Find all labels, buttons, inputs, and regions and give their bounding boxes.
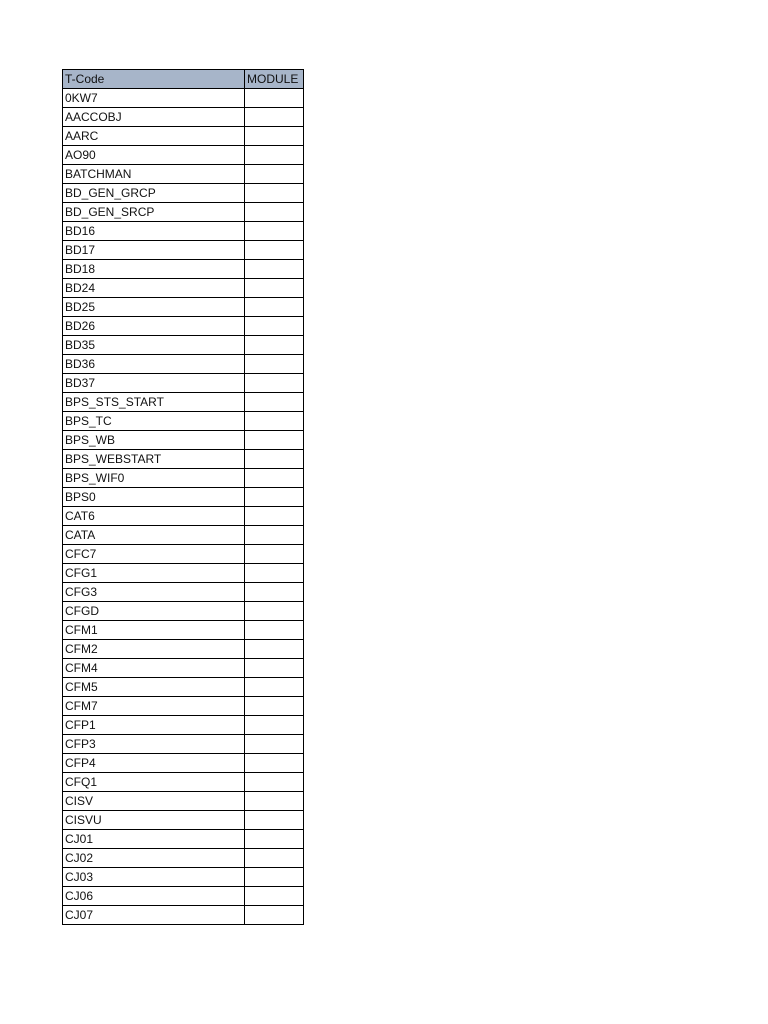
module-cell[interactable] [245,317,304,336]
table-row [63,317,304,336]
module-cell[interactable] [245,545,304,564]
tcode-sheet [62,69,304,925]
table-row [63,412,304,431]
module-cell[interactable] [245,89,304,108]
table-row [63,716,304,735]
tcode-cell[interactable]: CFQ1 [63,773,245,792]
tcode-cell[interactable]: CFM7 [63,697,245,716]
module-cell[interactable] [245,678,304,697]
module-cell[interactable] [245,811,304,830]
table-row [63,393,304,412]
module-cell[interactable] [245,184,304,203]
tcode-cell[interactable]: BPS_TC [63,412,245,431]
table-row [63,697,304,716]
module-cell[interactable] [245,583,304,602]
module-cell[interactable] [245,127,304,146]
table-row [63,431,304,450]
table-row [63,868,304,887]
table-body [63,89,304,925]
tcode-cell[interactable]: CFG3 [63,583,245,602]
module-cell[interactable] [245,469,304,488]
tcode-table [62,69,304,925]
table-row [63,526,304,545]
module-cell[interactable] [245,279,304,298]
tcode-cell[interactable]: CFGD [63,602,245,621]
tcode-cell[interactable]: CJ02 [63,849,245,868]
table-row [63,811,304,830]
table-row [63,108,304,127]
module-cell[interactable] [245,412,304,431]
tcode-cell[interactable]: CATA [63,526,245,545]
tcode-cell[interactable]: CFP4 [63,754,245,773]
table-row [63,89,304,108]
tcode-cell[interactable]: CFC7 [63,545,245,564]
tcode-cell[interactable]: BD25 [63,298,245,317]
table-row [63,678,304,697]
table-row [63,583,304,602]
table-row [63,602,304,621]
module-cell[interactable] [245,203,304,222]
module-cell[interactable] [245,260,304,279]
tcode-cell[interactable]: CFG1 [63,564,245,583]
module-cell[interactable] [245,697,304,716]
table-row [63,773,304,792]
tcode-cell[interactable]: CJ07 [63,906,245,925]
module-cell[interactable] [245,792,304,811]
tcode-cell[interactable]: CFM1 [63,621,245,640]
tcode-cell[interactable]: BPS_WB [63,431,245,450]
tcode-cell[interactable]: BD26 [63,317,245,336]
module-cell[interactable] [245,602,304,621]
module-cell[interactable] [245,754,304,773]
module-cell[interactable] [245,222,304,241]
module-cell[interactable] [245,241,304,260]
module-cell[interactable] [245,621,304,640]
table-row [63,222,304,241]
table-row [63,279,304,298]
table-row [63,754,304,773]
table-row [63,184,304,203]
module-cell[interactable] [245,640,304,659]
table-row [63,260,304,279]
tcode-cell[interactable]: BD16 [63,222,245,241]
module-cell[interactable] [245,868,304,887]
module-cell[interactable] [245,659,304,678]
tcode-cell[interactable]: AARC [63,127,245,146]
tcode-cell[interactable]: CFM5 [63,678,245,697]
tcode-cell[interactable]: CJ03 [63,868,245,887]
tcode-cell[interactable]: CISVU [63,811,245,830]
module-cell[interactable] [245,830,304,849]
tcode-cell[interactable]: AO90 [63,146,245,165]
module-cell[interactable] [245,488,304,507]
tcode-cell[interactable]: CFP3 [63,735,245,754]
tcode-cell[interactable]: BPS_WEBSTART [63,450,245,469]
module-cell[interactable] [245,393,304,412]
module-cell[interactable] [245,165,304,184]
table-row [63,146,304,165]
table-row [63,203,304,222]
tcode-cell[interactable]: CFM4 [63,659,245,678]
tcode-cell[interactable]: BPS0 [63,488,245,507]
table-row [63,450,304,469]
table-row [63,887,304,906]
module-cell[interactable] [245,146,304,165]
tcode-cell[interactable]: CFM2 [63,640,245,659]
tcode-cell[interactable]: CAT6 [63,507,245,526]
table-row [63,336,304,355]
header-module[interactable]: MODULE [245,70,304,89]
table-row [63,792,304,811]
table-row [63,735,304,754]
tcode-cell[interactable]: CJ01 [63,830,245,849]
module-cell[interactable] [245,906,304,925]
table-row [63,640,304,659]
tcode-cell[interactable]: BPS_WIF0 [63,469,245,488]
header-tcode[interactable]: T-Code [63,70,245,89]
table-row [63,621,304,640]
tcode-cell[interactable]: BATCHMAN [63,165,245,184]
tcode-cell[interactable]: 0KW7 [63,89,245,108]
tcode-cell[interactable]: BD_GEN_GRCP [63,184,245,203]
module-cell[interactable] [245,374,304,393]
tcode-cell[interactable]: CISV [63,792,245,811]
table-row [63,469,304,488]
table-row [63,488,304,507]
module-cell[interactable] [245,507,304,526]
table-row [63,507,304,526]
table-row [63,165,304,184]
tcode-cell[interactable]: BD17 [63,241,245,260]
module-cell[interactable] [245,298,304,317]
tcode-cell[interactable]: BD18 [63,260,245,279]
module-cell[interactable] [245,431,304,450]
table-row [63,374,304,393]
module-cell[interactable] [245,773,304,792]
table-row [63,659,304,678]
module-cell[interactable] [245,849,304,868]
table-row [63,564,304,583]
tcode-cell[interactable]: AACCOBJ [63,108,245,127]
table-row [63,830,304,849]
table-row [63,241,304,260]
table-row [63,298,304,317]
table-row [63,849,304,868]
module-cell[interactable] [245,887,304,906]
tcode-cell[interactable]: CJ06 [63,887,245,906]
tcode-cell[interactable]: BD36 [63,355,245,374]
module-cell[interactable] [245,336,304,355]
table-row [63,545,304,564]
table-row [63,355,304,374]
tcode-cell[interactable]: BD35 [63,336,245,355]
module-cell[interactable] [245,355,304,374]
tcode-cell[interactable]: CFP1 [63,716,245,735]
header-row [63,70,304,89]
module-cell[interactable] [245,108,304,127]
tcode-cell[interactable]: BPS_STS_START [63,393,245,412]
module-cell[interactable] [245,450,304,469]
module-cell[interactable] [245,735,304,754]
module-cell[interactable] [245,526,304,545]
tcode-cell[interactable]: BD24 [63,279,245,298]
tcode-cell[interactable]: BD_GEN_SRCP [63,203,245,222]
module-cell[interactable] [245,716,304,735]
table-row [63,127,304,146]
table-row [63,906,304,925]
tcode-cell[interactable]: BD37 [63,374,245,393]
module-cell[interactable] [245,564,304,583]
